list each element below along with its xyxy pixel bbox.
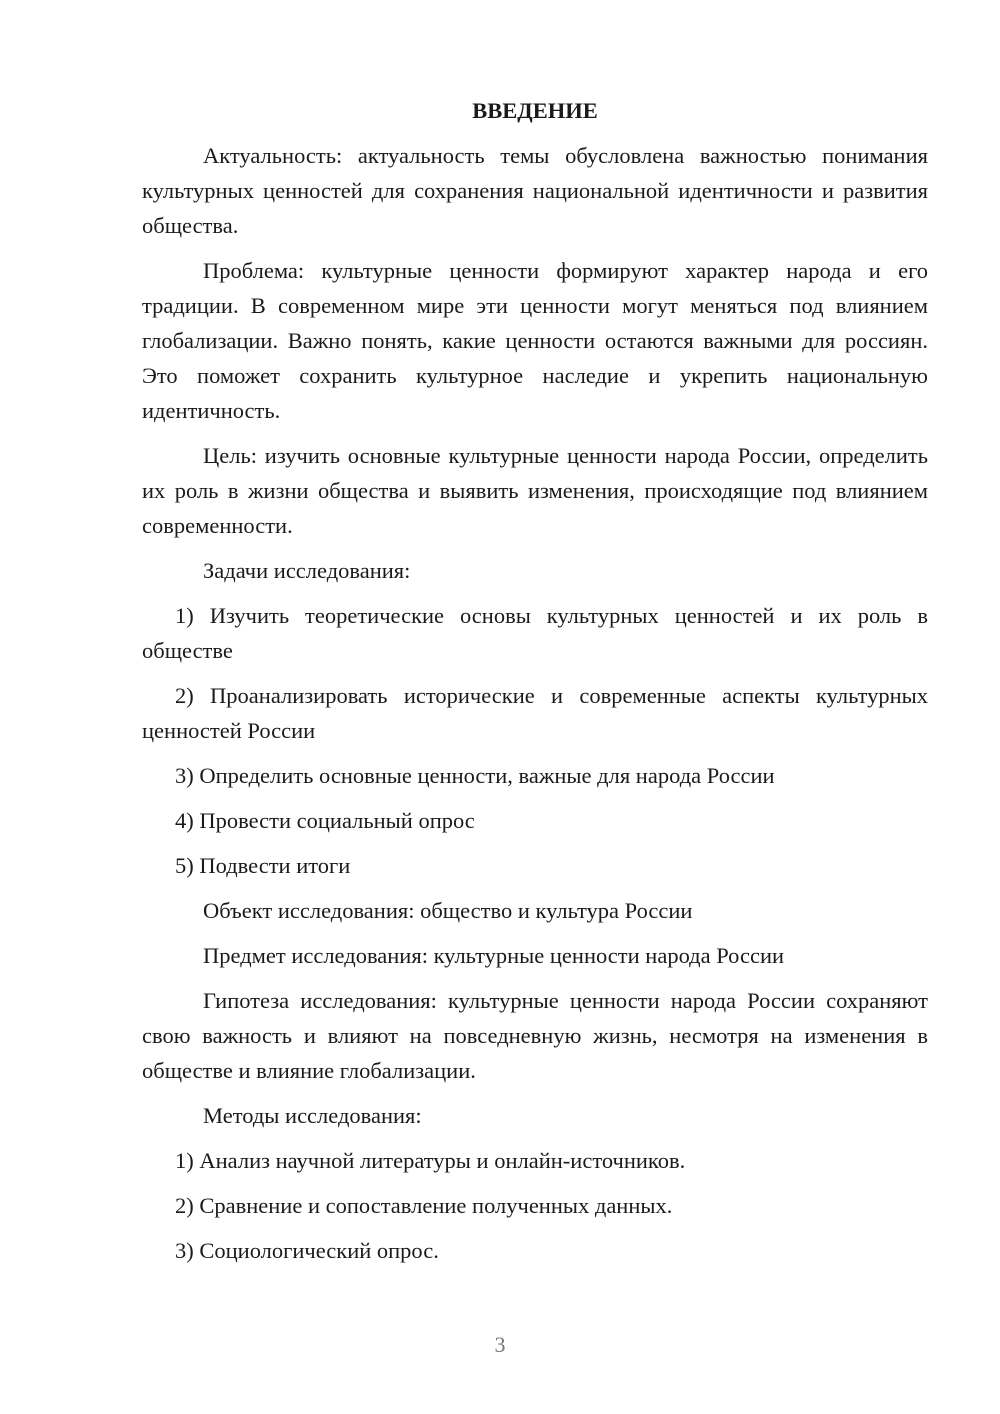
method-item-1: 1) Анализ научной литературы и онлайн-источников. [175,1148,686,1173]
method-item-3: 3) Социологический опрос. [175,1238,439,1263]
task-item-2: 2) Проанализировать исторические и современные аспекты культурных ценностей России [142,683,928,743]
goal-paragraph: Цель: изучить основные культурные ценности народа России, определить их роль в жизни общества и выявить изменения, происходящие под влиянием современности. [142,443,928,538]
task-item-3: 3) Определить основные ценности, важные для народа России [175,763,775,788]
task-item-1: 1) Изучить теоретические основы культурных ценностей и их роль в обществе [142,603,928,663]
task-item-5: 5) Подвести итоги [175,853,351,878]
problem-paragraph: Проблема: культурные ценности формируют характер народа и его традиции. В современном мире эти ценности могут меняться под влиянием глобализации. Важно понять, какие ценности остаются важными для россиян. Это поможет сохранить культурное наследие и укрепить национальную идентичность. [142,258,928,423]
task-item-4: 4) Провести социальный опрос [175,808,475,833]
subject-paragraph: Предмет исследования: культурные ценности народа России [203,943,785,968]
hypothesis-paragraph: Гипотеза исследования: культурные ценности народа России сохраняют свою важность и влияют на повседневную жизнь, несмотря на изменения в обществе и влияние глобализации. [142,988,928,1083]
page-number: 3 [494,1332,506,1357]
methods-heading: Методы исследования: [203,1103,422,1128]
tasks-heading: Задачи исследования: [203,558,411,583]
method-item-2: 2) Сравнение и сопоставление полученных данных. [175,1193,673,1218]
object-paragraph: Объект исследования: общество и культура России [203,898,693,923]
relevance-paragraph: Актуальность: актуальность темы обусловлена важностью понимания культурных ценностей для сохранения национальной идентичности и развития общества. [142,143,928,238]
page-body [142,96,928,1278]
section-heading: ВВЕДЕНИЕ [472,98,598,123]
